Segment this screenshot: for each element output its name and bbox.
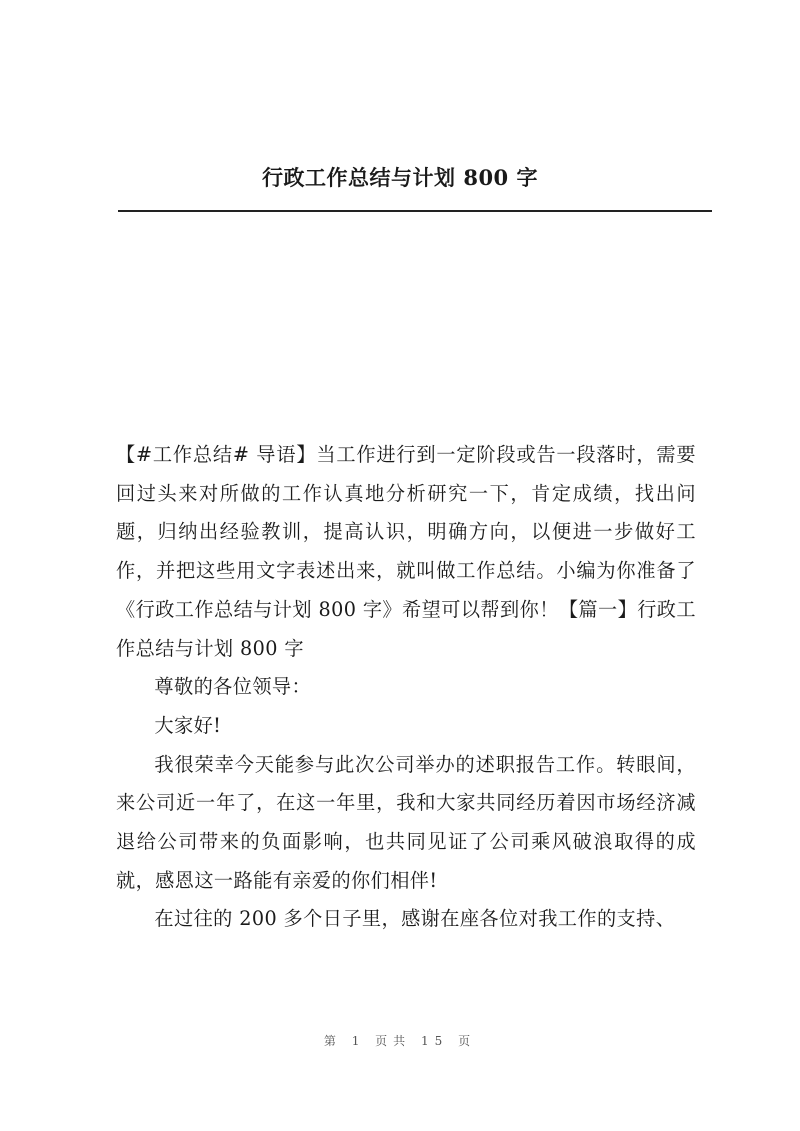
paragraph-greeting: 大家好! [154,713,222,737]
title-underline [118,210,712,212]
paragraph-intro: 【#工作总结# 导语】当工作进行到一定阶段或告一段落时，需要回过头来对所做的工作认真地分析研究一下，肯定成绩，找出问题，归纳出经验教训，提高认识，明确方向，以便进一步做好工作，并把这些用文字表述出来，就叫做工作总结。小编为你准备了《行政工作总结与计划 800 字》希望可以帮到你！【篇一】行政工作总结与计划 800 字 [116,443,696,660]
document-body [116,436,696,939]
paragraph-opening: 我很荣幸今天能参与此次公司举办的述职报告工作。转眼间，来公司近一年了，在这一年里，我和大家共同经历着因市场经济减退给公司带来的负面影响，也共同见证了公司乘风破浪取得的成就，感恩这一路能有亲爱的你们相伴! [116,752,696,892]
page-number-footer: 第 1 页共 15 页 [323,1034,477,1048]
document-title: 行政工作总结与计划 800 字 [262,165,538,190]
paragraph-thanks: 在过往的 200 多个日子里，感谢在座各位对我工作的支持、 [154,907,676,931]
paragraph-salutation: 尊敬的各位领导： [154,675,312,699]
